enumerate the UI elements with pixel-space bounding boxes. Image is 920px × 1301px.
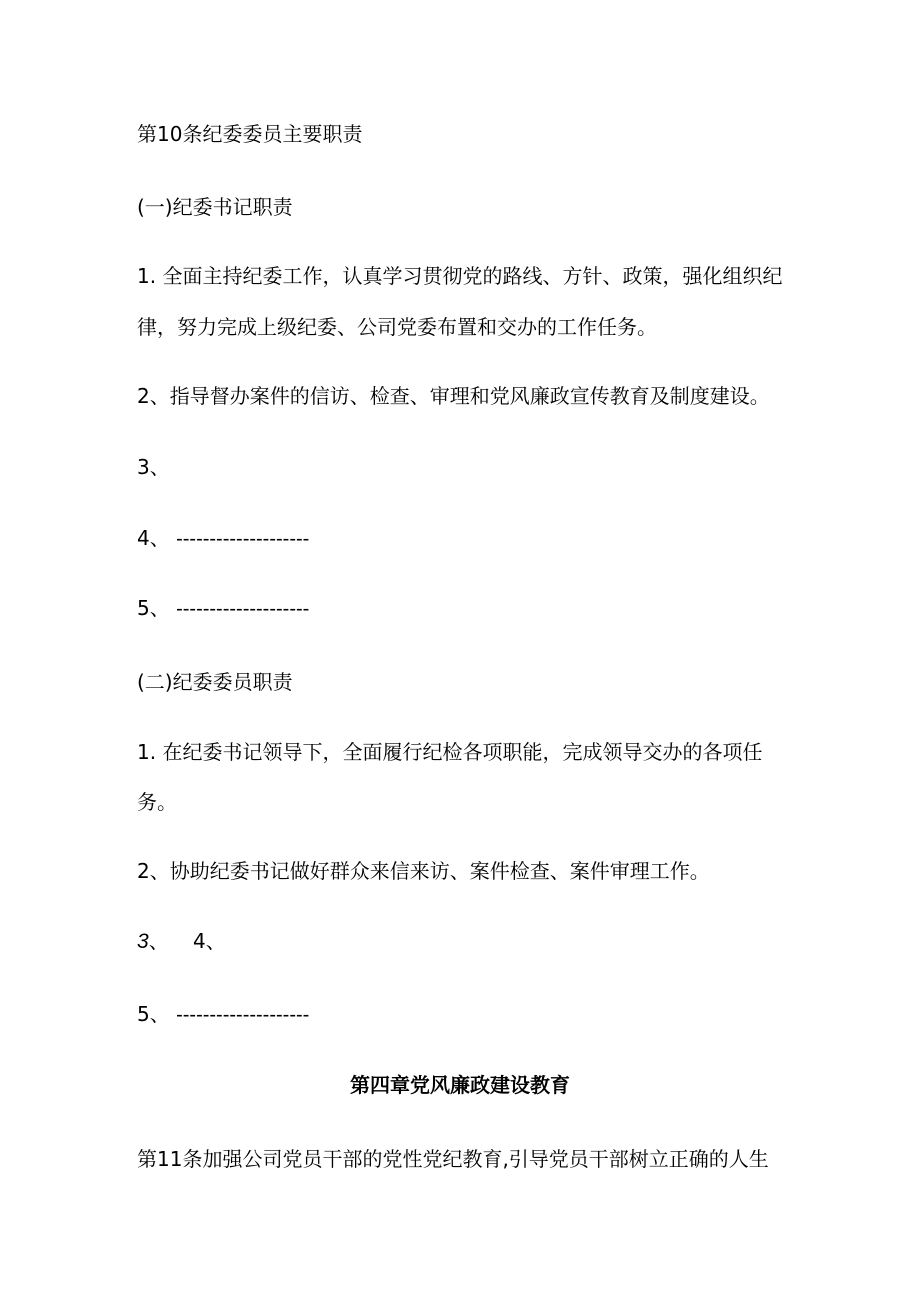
section2-item3-separator: 、 (148, 929, 169, 953)
section1-item1-line1: 1. 全面主持纪委工作，认真学习贯彻党的路线、方针、政策，强化组织纪 (137, 264, 783, 288)
section2-heading: (二)纪委委员职责 (137, 670, 293, 694)
section1-item2: 2、指导督办案件的信访、检查、审理和党风廉政宣传教育及制度建设。 (137, 384, 770, 408)
section2-item3-number: 3 (137, 930, 149, 953)
section1-item3: 3、 (137, 455, 170, 479)
section1-heading: (一)纪委书记职责 (137, 195, 293, 219)
section1-item4-blank: -------------------- (176, 528, 310, 550)
article11-line1: 第11条加强公司党员干部的党性党纪教育,引导党员干部树立正确的人生 (137, 1147, 769, 1171)
section1-item5-blank: -------------------- (176, 598, 310, 620)
section1-item5-number: 5、 (137, 596, 170, 620)
section1-item5 (137, 596, 309, 621)
article10-title: 第10条纪委委员主要职责 (137, 122, 363, 146)
section2-item2: 2、协助纪委书记做好群众来信来访、案件检查、案件审理工作。 (137, 859, 710, 883)
section2-items3-4 (137, 929, 226, 954)
section2-item5-blank: -------------------- (176, 1004, 310, 1026)
section2-item1-line1: 1. 在纪委书记领导下，全面履行纪检各项职能，完成领导交办的各项任 (137, 740, 763, 764)
chapter4-title: 第四章党风廉政建设教育 (350, 1073, 570, 1097)
section1-item4-number: 4、 (137, 526, 170, 550)
section2-item5 (137, 1002, 309, 1027)
section1-item4 (137, 526, 309, 551)
section2-item4: 4、 (193, 929, 226, 953)
section1-item1-line2: 律，努力完成上级纪委、公司党委布置和交办的工作任务。 (137, 315, 657, 339)
section2-item5-number: 5、 (137, 1002, 170, 1026)
section2-item1-line2: 务。 (137, 790, 177, 814)
